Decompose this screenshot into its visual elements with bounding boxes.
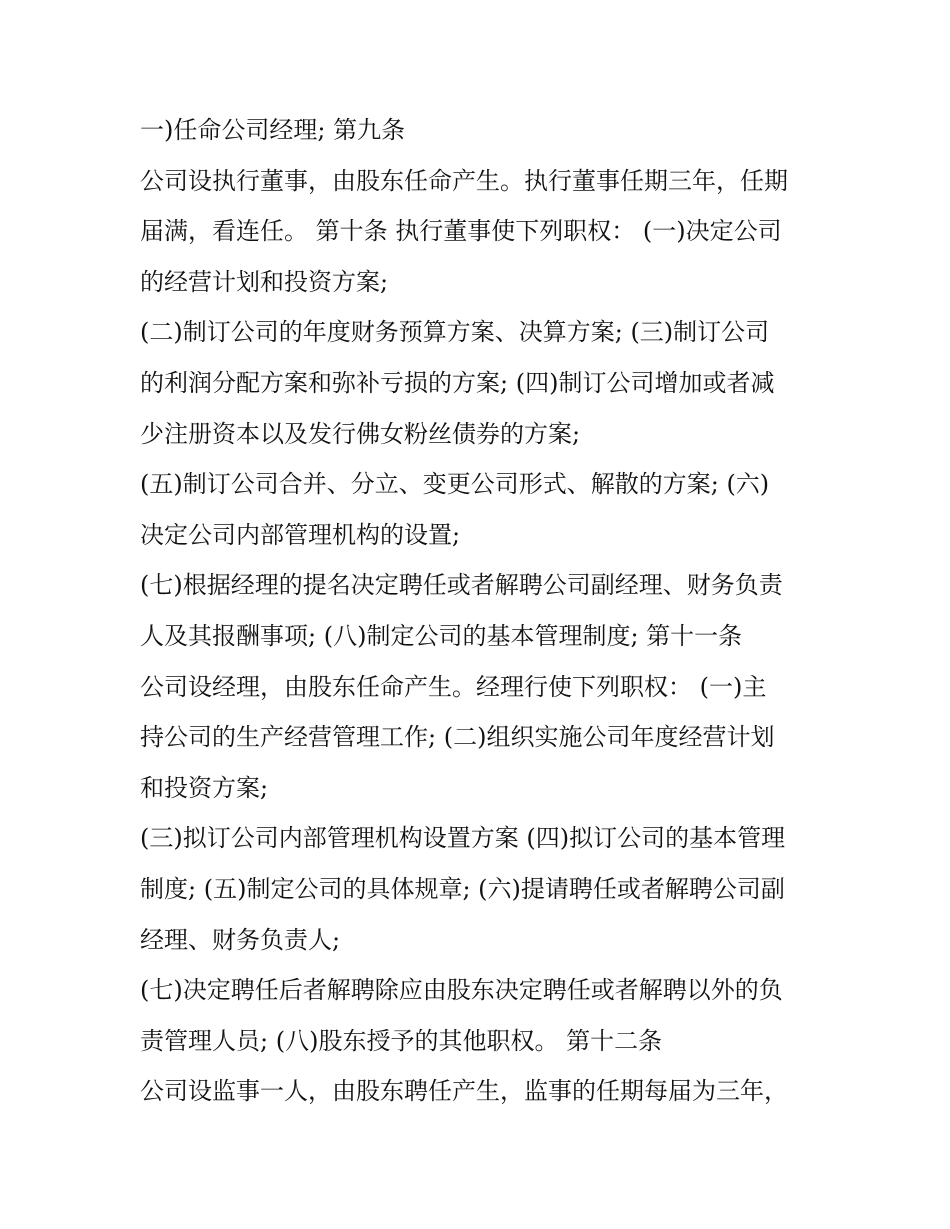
text-line: 公司设执行董事，由股东任命产生。执行董事任期三年，任期	[140, 166, 788, 195]
text-line: (三)拟订公司内部管理机构设置方案 (四)拟订公司的基本管理	[140, 824, 786, 853]
text-line: 的利润分配方案和弥补亏损的方案; (四)制订公司增加或者减	[140, 368, 775, 397]
text-line: (七)根据经理的提名决定聘任或者解聘公司副经理、财务负责	[140, 571, 783, 600]
text-line: 公司设监事一人，由股东聘任产生，监事的任期每届为三年，	[140, 1077, 788, 1106]
text-line: 人及其报酬事项; (八)制定公司的基本管理制度; 第十一条	[140, 621, 743, 650]
text-line: (七)决定聘任后者解聘除应由股东决定聘任或者解聘以外的负	[140, 976, 783, 1005]
document-body	[140, 105, 830, 1117]
text-line: (二)制订公司的年度财务预算方案、决算方案; (三)制订公司	[140, 318, 770, 347]
text-line: 经理、财务负责人;	[140, 925, 341, 954]
text-line: 和投资方案;	[140, 773, 269, 802]
text-line: 少注册资本以及发行佛女粉丝债券的方案;	[140, 419, 581, 448]
text-line: 一)任命公司经理; 第九条	[140, 116, 406, 144]
text-line: 持公司的生产经营管理工作; (二)组织实施公司年度经营计划	[140, 723, 775, 752]
text-line: 公司设经理，由股东任命产生。经理行使下列职权： (一)主	[140, 672, 767, 701]
text-line: 责管理人员; (八)股东授予的其他职权。 第十二条	[140, 1026, 663, 1055]
text-line: 届满，看连任。 第十条 执行董事使下列职权： (一)决定公司	[140, 217, 782, 246]
text-line: (五)制订公司合并、分立、变更公司形式、解散的方案; (六)	[140, 470, 770, 499]
text-line: 制度; (五)制定公司的具体规章; (六)提请聘任或者解聘公司副	[140, 874, 785, 903]
text-line: 的经营计划和投资方案;	[140, 267, 389, 296]
text-line: 决定公司内部管理机构的设置;	[140, 520, 461, 549]
